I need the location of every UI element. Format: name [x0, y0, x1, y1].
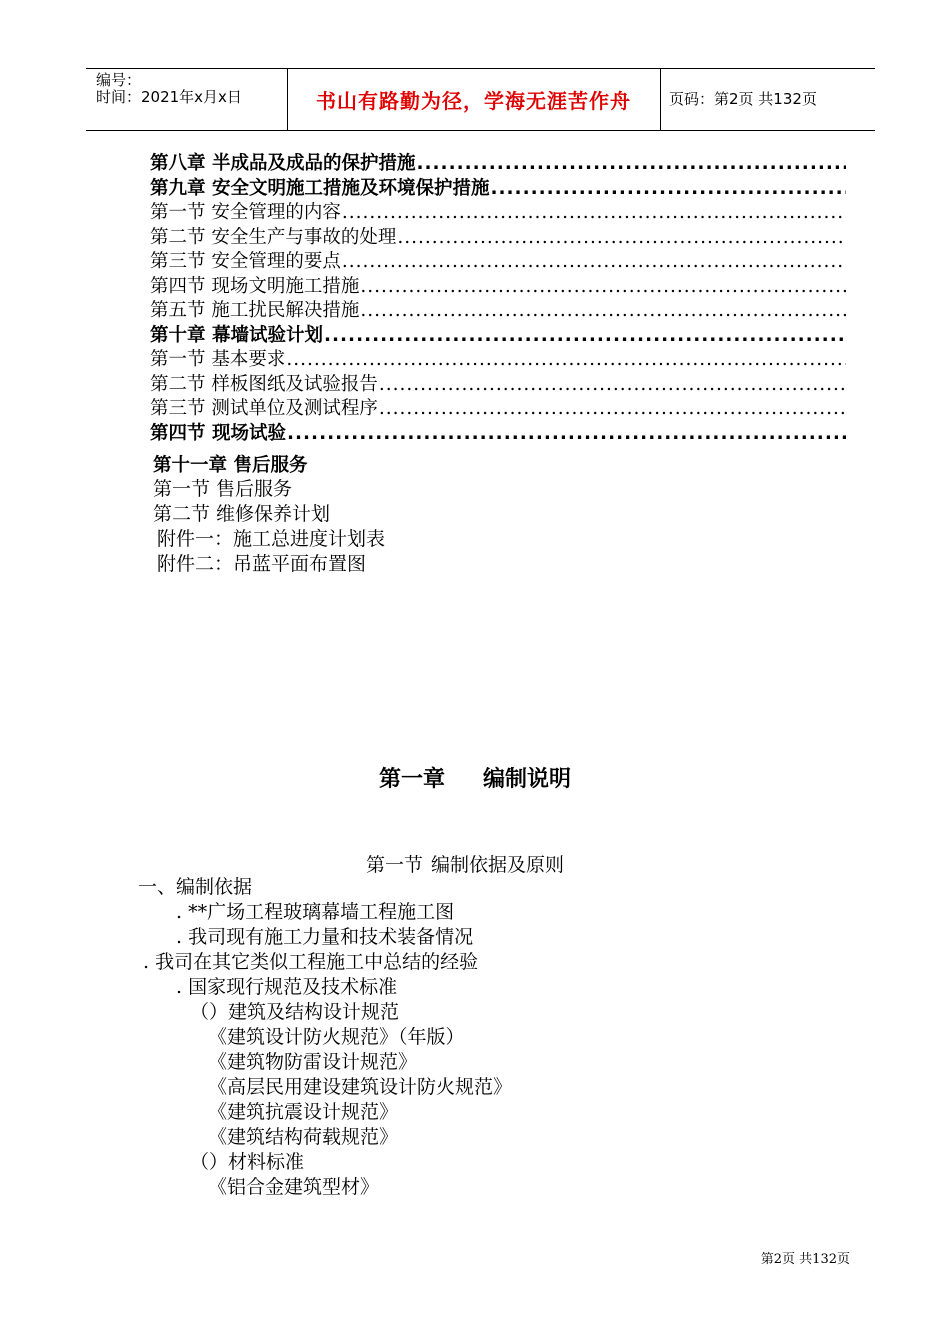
- toc-entry-title: 第四节 现场文明施工措施: [150, 275, 360, 297]
- toc-dot-leader: [287, 422, 846, 447]
- header-time-label: 时间：2021年x月x日: [96, 88, 242, 106]
- section-heading: [366, 850, 564, 877]
- toc-entry: [150, 299, 846, 324]
- toc-dot-leader: [379, 373, 846, 398]
- toc-entry: [150, 177, 846, 202]
- toc-dot-leader: [490, 177, 846, 202]
- section-title: 编制依据及原则: [431, 854, 565, 876]
- toc-entry-title: 第二节 安全生产与事故的处理: [150, 226, 397, 248]
- toc-entry-title: 第四节 现场试验: [150, 422, 286, 444]
- toc-entry: [150, 422, 846, 447]
- toc-dot-leader: [360, 299, 846, 324]
- toc-dot-leader: [342, 201, 846, 226]
- body-line-code-load: 《建筑结构荷载规范》: [208, 1126, 399, 1148]
- toc-entry: [150, 226, 846, 251]
- toc-dot-leader: [286, 348, 846, 373]
- body-line-material-standards: （）材料标准: [190, 1151, 305, 1173]
- header-motto-cell: [287, 69, 661, 130]
- toc-dot-leader: [379, 397, 846, 422]
- toc-entry: [150, 275, 846, 300]
- toc-entry: [150, 250, 846, 275]
- toc-entry: [150, 397, 846, 422]
- toc-chapter-11: 第十一章 售后服务: [153, 455, 308, 476]
- toc-entry: [150, 324, 846, 349]
- toc-entry: [150, 152, 846, 177]
- toc-dot-leader: [416, 152, 846, 177]
- toc-entry-title: 第十章 幕墙试验计划: [150, 324, 323, 346]
- toc-entry-title: 第一节 安全管理的内容: [150, 202, 341, 223]
- toc-dot-leader: [342, 250, 846, 275]
- header-page-cell: [661, 69, 875, 130]
- toc-entry: [150, 348, 846, 373]
- body-line-aluminum-profiles: 《铝合金建筑型材》: [208, 1176, 380, 1198]
- table-of-contents: [150, 152, 846, 446]
- toc-entry-title: 第一节 基本要求: [150, 349, 286, 370]
- toc-dot-leader: [360, 275, 846, 300]
- body-line-code-highrise: 《高层民用建设建筑设计防火规范》: [208, 1076, 513, 1098]
- body-line-design-codes: （）建筑及结构设计规范: [190, 1001, 400, 1023]
- header-motto: 书山有路勤为径，学海无涯苦作舟: [316, 89, 631, 113]
- header-meta-cell: [86, 69, 288, 130]
- toc-annex-2: 附件二：吊蓝平面布置图: [157, 553, 367, 575]
- body-line-standards: . 国家现行规范及技术标准: [176, 976, 398, 998]
- header-page-label: 页码：第2页 共132页: [669, 90, 817, 108]
- toc-chapter-11-section-1: 第一节 售后服务: [153, 478, 293, 500]
- toc-dot-leader: [324, 324, 846, 349]
- toc-entry-title: 第九章 安全文明施工措施及环境保护措施: [150, 177, 490, 199]
- body-line-code-fire: 《建筑设计防火规范》（年版）: [208, 1026, 465, 1048]
- chapter-number: 第一章: [378, 767, 445, 792]
- chapter-title: 编制说明: [483, 767, 572, 792]
- toc-entry: [150, 373, 846, 398]
- body-line-capability: . 我司现有施工力量和技术装备情况: [176, 926, 474, 948]
- toc-entry-title: 第三节 安全管理的要点: [150, 251, 341, 272]
- body-line-code-lightning: 《建筑物防雷设计规范》: [208, 1051, 418, 1073]
- toc-entry-title: 第八章 半成品及成品的保护措施: [150, 153, 416, 174]
- page-header: [86, 68, 875, 131]
- chapter-heading: [0, 762, 950, 793]
- body-line-experience: . 我司在其它类似工程施工中总结的经验: [143, 951, 479, 973]
- page-footer: 第2页 共132页: [760, 1252, 850, 1267]
- toc-entry-title: 第三节 测试单位及测试程序: [150, 398, 378, 419]
- toc-entry-title: 第二节 样板图纸及试验报告: [150, 373, 378, 395]
- body-line-basis: 一、编制依据: [138, 876, 253, 898]
- toc-entry: [150, 201, 846, 226]
- body-line-drawings: . **广场工程玻璃幕墙工程施工图: [176, 901, 455, 923]
- header-number-label: 编号：: [96, 71, 142, 89]
- toc-entry-title: 第五节 施工扰民解决措施: [150, 300, 360, 321]
- toc-chapter-11-section-2: 第二节 维修保养计划: [153, 503, 331, 525]
- body-line-code-seismic: 《建筑抗震设计规范》: [208, 1101, 399, 1123]
- toc-dot-leader: [397, 226, 846, 251]
- section-number: 第一节: [366, 854, 424, 876]
- toc-annex-1: 附件一：施工总进度计划表: [157, 528, 386, 550]
